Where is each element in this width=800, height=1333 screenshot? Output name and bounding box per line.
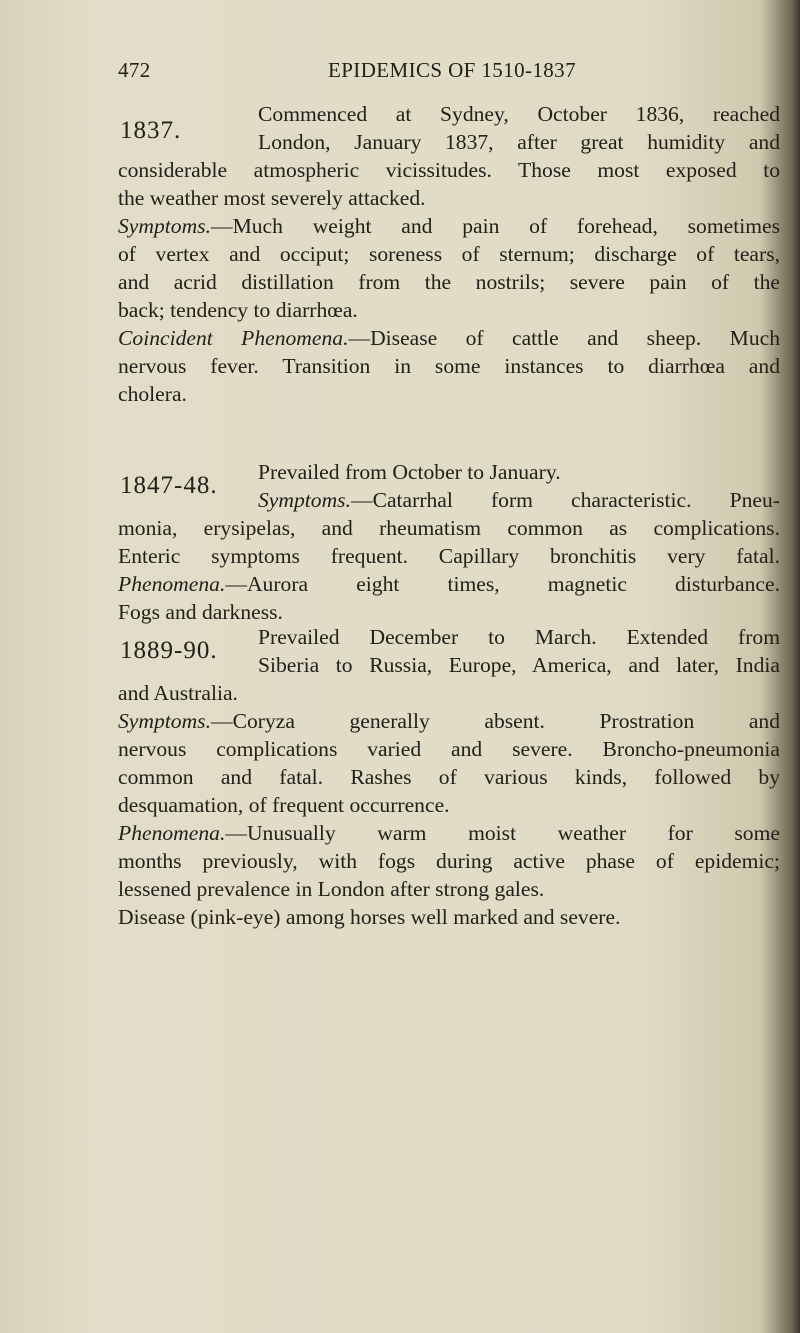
- symptoms-text: of vertex and occiput; soreness of sternum; discharge of tears,: [118, 242, 780, 266]
- entry-text-line: London, January 1837, after great humidity and: [258, 130, 780, 154]
- phenomena-text: —Unusually warm moist weather for some: [225, 821, 780, 845]
- phenomena-text: Fogs and darkness.: [118, 600, 283, 624]
- epidemic-entry-1847-48: [118, 458, 780, 626]
- phenomena-paragraph: [118, 570, 780, 598]
- page-number: 472: [118, 58, 151, 82]
- phenomena-label: Phenomena.: [118, 821, 226, 845]
- entry-text-line: Prevailed from October to January.: [258, 460, 561, 484]
- phenomena-text: cholera.: [118, 382, 187, 406]
- symptoms-paragraph: [258, 486, 780, 514]
- symptoms-label: Symptoms.: [258, 488, 351, 512]
- symptoms-text: —Coryza generally absent. Prostration and: [210, 709, 780, 733]
- phenomena-text: nervous fever. Transition in some instances to diarrhœa and: [118, 354, 780, 378]
- epidemic-entry-1889-90: [118, 623, 780, 931]
- symptoms-text: Enteric symptoms frequent. Capillary bronchitis very fatal.: [118, 544, 780, 568]
- symptoms-text: nervous complications varied and severe. Broncho-pneumonia: [118, 737, 780, 761]
- entry-text-line: Siberia to Russia, Europe, America, and later, India: [258, 653, 780, 677]
- epidemic-entry-1837: [118, 100, 780, 408]
- entry-text-line: the weather most severely attacked.: [118, 186, 426, 210]
- running-title: EPIDEMICS OF 1510-1837: [328, 58, 576, 82]
- entry-year: 1889-90.: [120, 637, 218, 664]
- symptoms-text: desquamation, of frequent occurrence.: [118, 793, 450, 817]
- symptoms-paragraph: [118, 212, 780, 240]
- symptoms-text: and acrid distillation from the nostrils; severe pain of the: [118, 270, 780, 294]
- phenomena-text: lessened prevalence in London after strong gales.: [118, 877, 545, 901]
- symptoms-text: back; tendency to diarrhœa.: [118, 298, 358, 322]
- phenomena-paragraph: [118, 819, 780, 847]
- phenomena-text: —Disease of cattle and sheep. Much: [348, 326, 780, 350]
- entry-year: 1837.: [120, 117, 182, 144]
- phenomena-label: Phenomena.: [118, 572, 226, 596]
- entry-text-line: Prevailed December to March. Extended from: [258, 625, 780, 649]
- phenomena-label: Coincident Phenomena.: [118, 326, 349, 350]
- page-header: [118, 58, 778, 88]
- phenomena-text: Disease (pink-eye) among horses well marked and severe.: [118, 905, 621, 929]
- symptoms-text: monia, erysipelas, and rheumatism common as complications.: [118, 516, 780, 540]
- phenomena-text: months previously, with fogs during active phase of epidemic;: [118, 849, 780, 873]
- phenomena-text: —Aurora eight times, magnetic disturbance.: [225, 572, 780, 596]
- symptoms-paragraph: [118, 707, 780, 735]
- symptoms-label: Symptoms.: [118, 214, 211, 238]
- symptoms-text: —Catarrhal form characteristic. Pneu-: [350, 488, 780, 512]
- entry-text-line: considerable atmospheric vicissitudes. Those most exposed to: [118, 158, 780, 182]
- entry-year: 1847-48.: [120, 472, 218, 499]
- entry-text-line: and Australia.: [118, 681, 238, 705]
- symptoms-label: Symptoms.: [118, 709, 211, 733]
- symptoms-text: common and fatal. Rashes of various kinds, followed by: [118, 765, 780, 789]
- entry-text-line: Commenced at Sydney, October 1836, reached: [258, 102, 780, 126]
- symptoms-text: —Much weight and pain of forehead, sometimes: [210, 214, 780, 238]
- phenomena-paragraph: [118, 324, 780, 352]
